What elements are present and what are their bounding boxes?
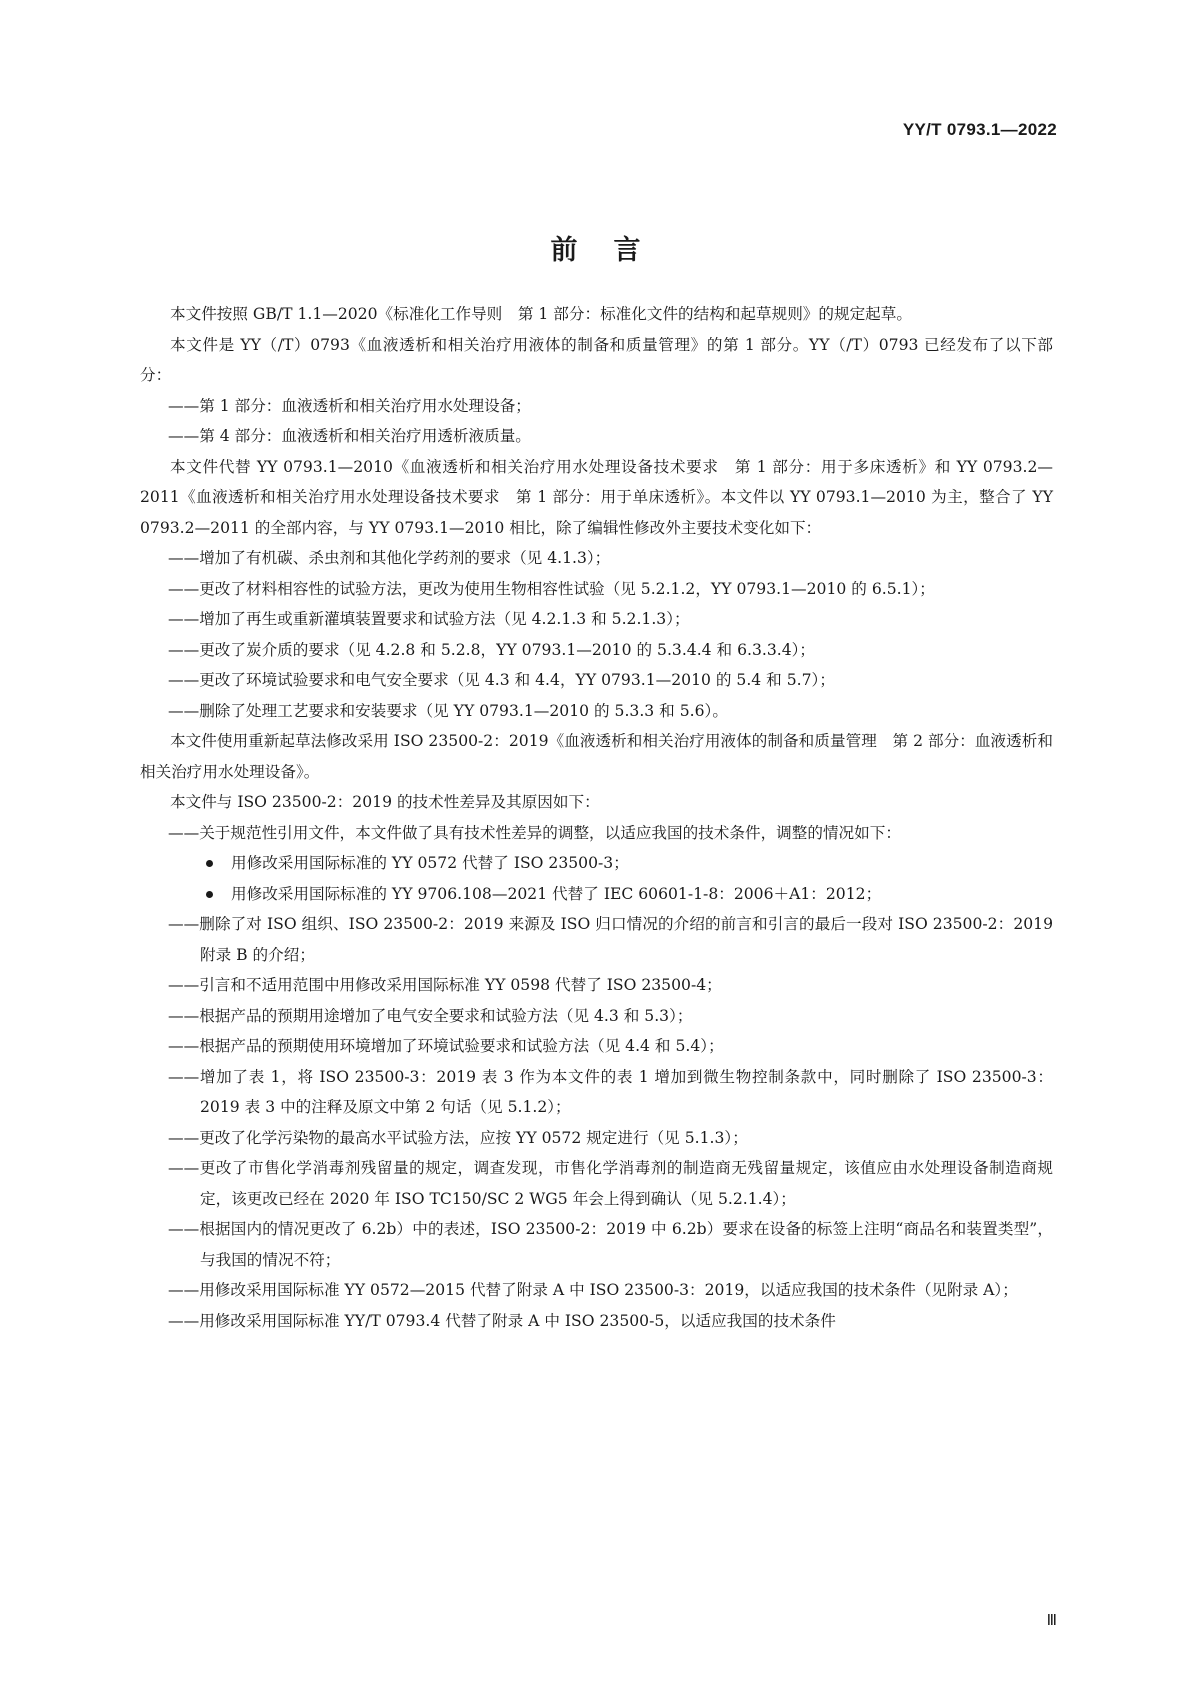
dash-list-item: ——根据产品的预期使用环境增加了环境试验要求和试验方法（见 4.4 和 5.4）； [168, 1037, 724, 1055]
paragraph: 本文件是 YY（/T）0793《血液透析和相关治疗用液体的制备和质量管理》的第 1 部分。YY（/T）0793 已经发布了以下部分： [140, 335, 1053, 384]
dash-list-item: ——关于规范性引用文件，本文件做了具有技术性差异的调整，以适应我国的技术条件，调整的情况如下： [168, 823, 901, 842]
dash-list-item: ——增加了有机碳、杀虫剂和其他化学药剂的要求（见 4.1.3）； [168, 549, 611, 567]
dash-list-item: ——增加了表 1，将 ISO 23500-3：2019 表 3 作为本文件的表 1 增加到微生物控制条款中，同时删除了 ISO 23500-3：2019 表 3 中的注释及原文中第 2 句话（见 5.1.2）； [168, 1067, 1053, 1116]
page-title: 前言 [550, 235, 677, 266]
bullet-text: 用修改采用国际标准的 YY 0572 代替了 ISO 23500-3； [231, 854, 629, 872]
dash-list-item: ——第 4 部分：血液透析和相关治疗用透析液质量。 [168, 427, 531, 445]
bullet-text: 用修改采用国际标准的 YY 9706.108—2021 代替了 IEC 60601-1-8：2006＋A1：2012； [231, 884, 882, 903]
dash-list-item: ——第 1 部分：血液透析和相关治疗用水处理设备； [168, 396, 531, 415]
paragraph: 本文件与 ISO 23500-2：2019 的技术性差异及其原因如下： [170, 793, 600, 811]
paragraph: 本文件使用重新起草法修改采用 ISO 23500-2：2019《血液透析和相关治疗用液体的制备和质量管理 第 2 部分：血液透析和相关治疗用水处理设备》。 [140, 732, 1053, 781]
dash-list-item: ——用修改采用国际标准 YY/T 0793.4 代替了附录 A 中 ISO 23500-5，以适应我国的技术条件 [168, 1311, 836, 1330]
document-code: YY/T 0793.1—2022 [902, 120, 1057, 139]
dash-list-item: ——根据产品的预期用途增加了电气安全要求和试验方法（见 4.3 和 5.3）； [168, 1006, 693, 1025]
dash-list-item: ——更改了炭介质的要求（见 4.2.8 和 5.2.8，YY 0793.1—2010 的 5.3.4.4 和 6.3.3.4）； [168, 640, 816, 659]
paragraph: 本文件代替 YY 0793.1—2010《血液透析和相关治疗用水处理设备技术要求 第 1 部分：用于多床透析》和 YY 0793.2—2011《血液透析和相关治疗用水处理设备技术要求 第 1 部分：用于单床透析》。本文件以 YY 0793.1—2010 为主，整合了 YY 0793.2—2011 的全部内容，与 YY 0793.1—2010 相比，除了编辑性修改外主要技术变化如下： [140, 457, 1053, 537]
paragraph: 本文件按照 GB/T 1.1—2020《标准化工作导则 第 1 部分：标准化文件的结构和起草规则》的规定起草。 [170, 305, 912, 323]
bullet-dot-icon [206, 891, 213, 898]
dash-list-item: ——更改了环境试验要求和电气安全要求（见 4.3 和 4.4，YY 0793.1—2010 的 5.4 和 5.7）； [168, 671, 835, 689]
dash-list-item: ——更改了市售化学消毒剂残留量的规定，调查发现，市售化学消毒剂的制造商无残留量规定，该值应由水处理设备制造商规定，该更改已经在 2020 年 ISO TC150/SC 2 WG5 年会上得到确认（见 5.2.1.4）； [168, 1159, 1053, 1208]
foreword-body [140, 299, 1053, 1336]
bullet-dot-icon [206, 860, 213, 867]
dash-list-item: ——增加了再生或重新灌填装置要求和试验方法（见 4.2.1.3 和 5.2.1.3）； [168, 610, 690, 628]
dash-list-item: ——用修改采用国际标准 YY 0572—2015 代替了附录 A 中 ISO 23500-3：2019，以适应我国的技术条件（见附录 A）； [168, 1281, 1018, 1299]
bullet-item [140, 879, 1053, 910]
dash-list-item: ——删除了对 ISO 组织、ISO 23500-2：2019 来源及 ISO 归口情况的介绍的前言和引言的最后一段对 ISO 23500-2：2019 附录 B 的介绍； [168, 915, 1053, 964]
dash-list-item: ——引言和不适用范围中用修改采用国际标准 YY 0598 代替了 ISO 23500-4； [168, 976, 722, 994]
page-number: Ⅲ [1046, 1613, 1057, 1629]
dash-list-item: ——根据国内的情况更改了 6.2b）中的表述，ISO 23500-2：2019 中 6.2b）要求在设备的标签上注明“商品名和装置类型”，与我国的情况不符； [168, 1220, 1053, 1269]
dash-list-item: ——更改了材料相容性的试验方法，更改为使用生物相容性试验（见 5.2.1.2，YY 0793.1—2010 的 6.5.1）； [168, 579, 935, 598]
dash-list-item: ——删除了处理工艺要求和安装要求（见 YY 0793.1—2010 的 5.3.3 和 5.6）。 [168, 701, 728, 720]
bullet-item [140, 848, 1053, 879]
dash-list-item: ——更改了化学污染物的最高水平试验方法，应按 YY 0572 规定进行（见 5.1.3）； [168, 1128, 748, 1147]
